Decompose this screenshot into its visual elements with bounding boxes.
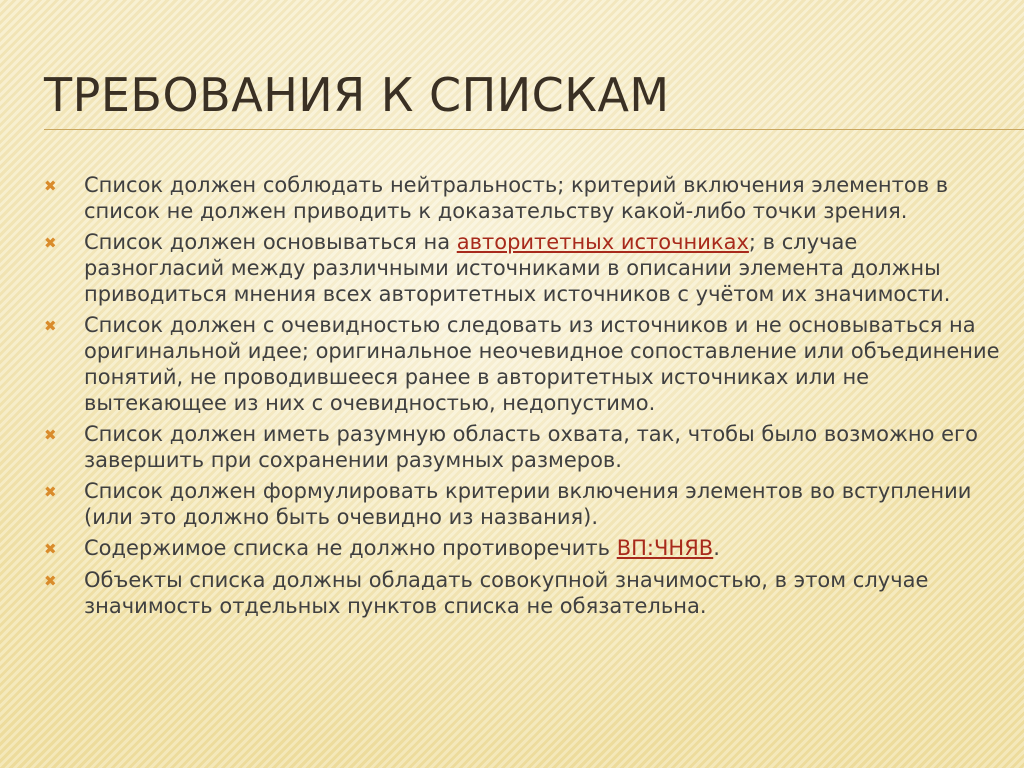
bullet-list: [44, 172, 1004, 624]
x-mark-icon: ✖: [44, 540, 57, 558]
x-mark-icon: ✖: [44, 177, 57, 195]
authoritative-sources-link[interactable]: авторитетных источниках: [456, 230, 749, 254]
bullet-text: Список должен соблюдать нейтральность; критерий включения элементов в список не должен приводить к доказательству какой-либо точки зрения.: [84, 173, 949, 223]
bullet-text: [84, 535, 1004, 561]
bullet-text: Объекты списка должны обладать совокупной значимостью, в этом случае значимость отдельных пунктов списка не обязательна.: [84, 568, 929, 618]
list-item: [44, 229, 1004, 307]
list-item: [44, 172, 1004, 224]
x-mark-icon: ✖: [44, 317, 57, 335]
bullet-text: Список должен формулировать критерии включения элементов во вступлении (или это должно быть очевидно из названия).: [84, 479, 972, 529]
slide-title: ТРЕБОВАНИЯ К СПИСКАМ: [44, 68, 670, 122]
list-item: [44, 312, 1004, 416]
bullet-text-after: ; в случае разногласий между различными источниками в описании элемента должны приводиться мнения всех авторитетных источников с учётом их значимости.: [84, 230, 951, 306]
list-item: [44, 421, 1004, 473]
list-item: [44, 567, 1004, 619]
x-mark-icon: ✖: [44, 483, 57, 501]
x-mark-icon: ✖: [44, 572, 57, 590]
bullet-text-after: .: [713, 536, 720, 560]
x-mark-icon: ✖: [44, 426, 57, 444]
bullet-text: Список должен иметь разумную область охвата, так, чтобы было возможно его завершить при сохранении разумных размеров.: [84, 422, 978, 472]
bullet-text: Список должен с очевидностью следовать из источников и не основываться на оригинальной идее; оригинальное неочевидное сопоставление или объединение понятий, не проводившееся ранее в авторитетных источниках или не вытекающее из них с очевидностью, недопустимо.: [84, 313, 1000, 415]
bullet-text-before: Содержимое списка не должно противоречить: [84, 536, 617, 560]
vp-chnyav-link[interactable]: ВП:ЧНЯВ: [616, 536, 714, 560]
list-item: [44, 478, 1004, 530]
title-divider: [44, 129, 1024, 130]
list-item: [44, 535, 1004, 562]
bullet-text: [84, 229, 1004, 307]
bullet-text-before: Список должен основываться на: [84, 230, 457, 254]
x-mark-icon: ✖: [44, 234, 57, 252]
